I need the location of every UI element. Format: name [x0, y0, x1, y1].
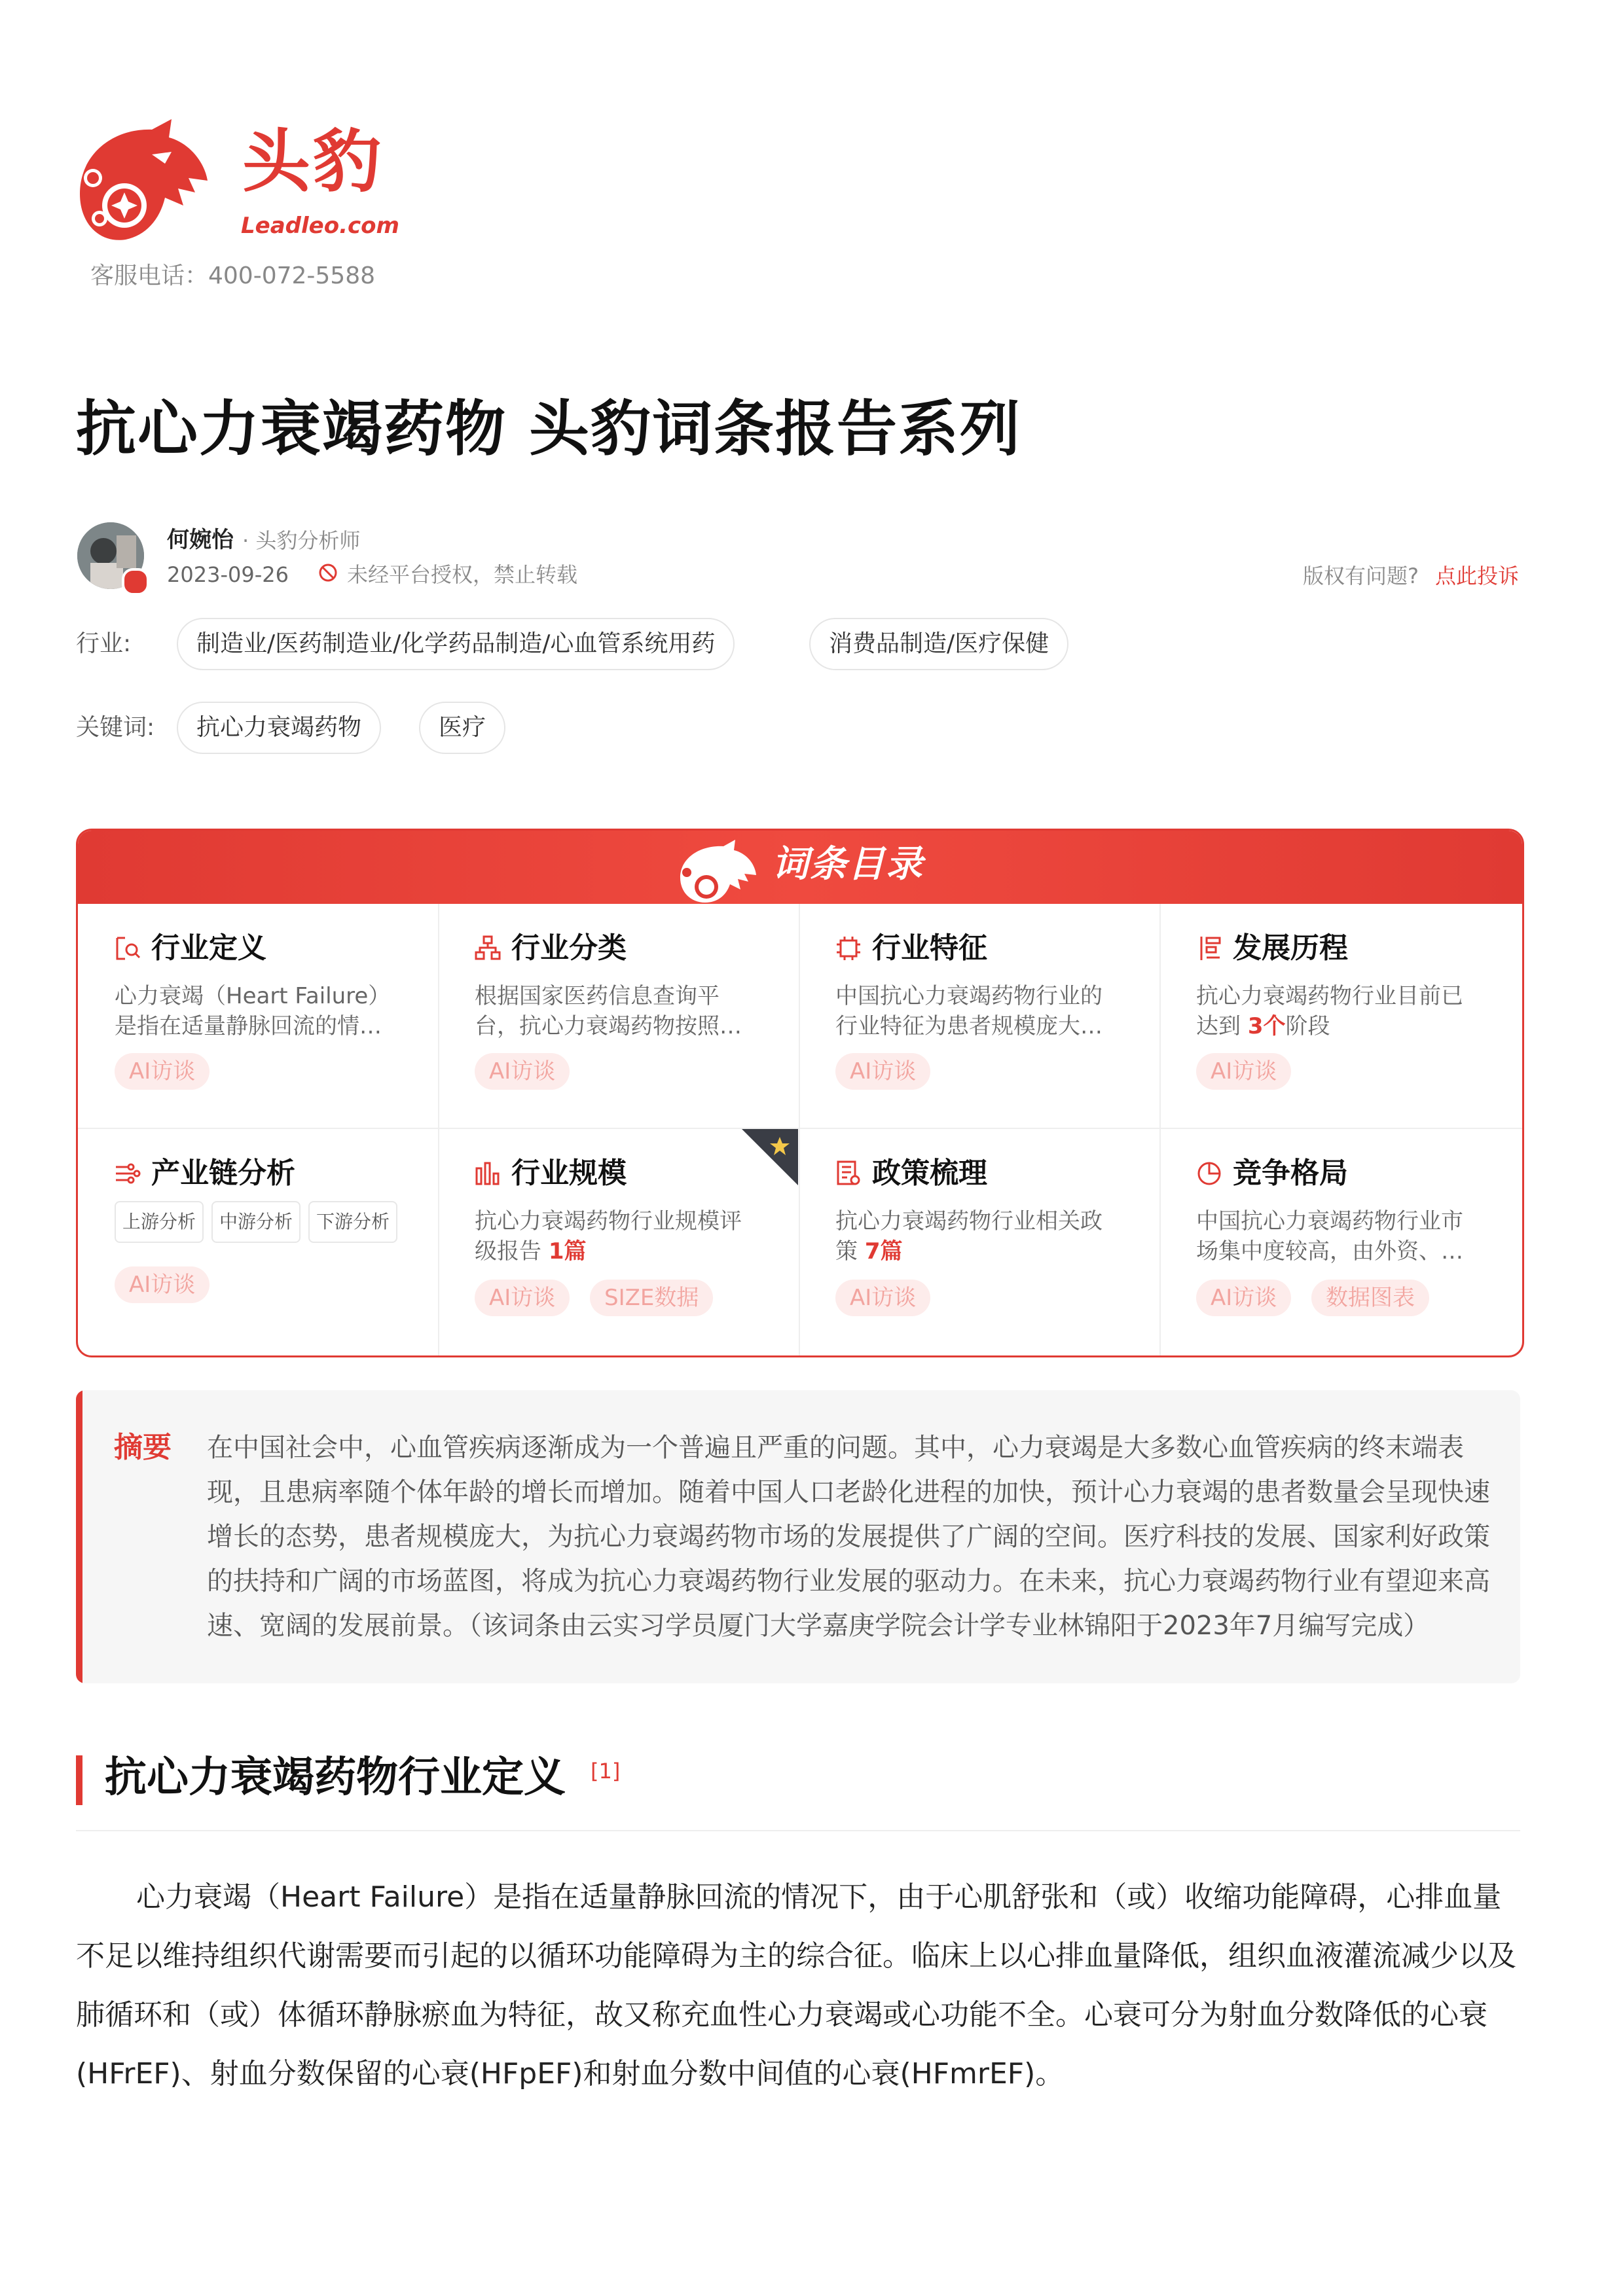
- toc-item-desc: 中国抗心力衰竭药物行业市场集中度较高，由外资、…: [1196, 1208, 1463, 1265]
- reference-link[interactable]: [1]: [591, 1759, 621, 1784]
- author-name[interactable]: 何婉怡: [167, 527, 234, 553]
- industry-tag[interactable]: 消费品制造/医疗保健: [809, 618, 1068, 670]
- definition-paragraph: 心力衰竭（Heart Failure）是指在适量静脉回流的情况下，由于心肌舒张和（或）收缩功能障碍，心排血量不足以维持组织代谢需要而引起的以循环功能障碍为主的综合征。临床上以心排血量降低，组织血液灌流减少以及肺循环和（或）体循环静脉瘀血为特征，故又称充血性心力衰竭或心功能不全。心衰可分为射血分数降低的心衰(HFrEF)、射血分数保留的心衰(HFpEF)和射血分数中间值的心衰(HFmrEF)。: [76, 1880, 1516, 2090]
- ai-interview-pill[interactable]: AI访谈: [835, 1053, 930, 1090]
- toc-item-supply-chain[interactable]: [115, 1129, 475, 1355]
- repost-warning: 未经平台授权，禁止转载: [347, 562, 578, 587]
- logo-text-en: Leadleo.com: [241, 213, 399, 239]
- midstream-chip[interactable]: 中游分析: [211, 1201, 301, 1243]
- summary-accent-bar: [76, 1390, 82, 1683]
- toc-item-desc: [835, 1206, 1117, 1266]
- toc-item-heading: 行业分类: [511, 931, 627, 965]
- leadleo-logo-icon: [73, 115, 211, 246]
- toc-item-desc: 心力衰竭（Heart Failure）是指在适量静脉回流的情…: [115, 983, 391, 1039]
- section-accent-bar: [76, 1755, 82, 1805]
- ai-interview-pill[interactable]: AI访谈: [475, 1053, 570, 1090]
- desc-text: 抗心力衰竭药物行业目前已达到: [1196, 983, 1463, 1039]
- ai-interview-pill[interactable]: AI访谈: [835, 1280, 930, 1316]
- no-repost-icon: [318, 563, 338, 583]
- size-data-pill[interactable]: SIZE数据: [590, 1280, 713, 1316]
- keyword-label: 关键词:: [76, 714, 155, 741]
- customer-service-phone: 客服电话：400-072-5588: [90, 262, 376, 289]
- downstream-chip[interactable]: 下游分析: [308, 1201, 397, 1243]
- author-verified-badge-icon: [122, 568, 149, 596]
- section-title: 抗心力衰竭药物行业定义: [105, 1753, 566, 1802]
- keyword-tag[interactable]: 医疗: [419, 702, 505, 754]
- toc-item-desc: [1196, 981, 1478, 1041]
- report-title: 抗心力衰竭药物 头豹词条报告系列: [76, 394, 1022, 464]
- toc-leopard-icon: [674, 838, 759, 904]
- toc-item-heading: 政策梳理: [872, 1157, 987, 1190]
- toc-item-heading: 行业规模: [511, 1157, 627, 1190]
- logo-text-cn: 头豹: [242, 122, 384, 202]
- summary-text: 在中国社会中，心血管疾病逐渐成为一个普遍且严重的问题。其中，心力衰竭是大多数心血管疾病的终末端表现，且患病率随个体年龄的增长而增加。随着中国人口老龄化进程的加快，预计心力衰竭的患者数量会呈现快速增长的态势，患者规模庞大，为抗心力衰竭药物市场的发展提供了广阔的空间。医疗科技的发展、国家利好政策的扶持和广阔的市场蓝图，将成为抗心力衰竭药物行业发展的驱动力。在未来，抗心力衰竭药物行业有望迎来高速、宽阔的发展前景。（该词条由云实习学员厦门大学嘉庚学院会计学专业林锦阳于2023年7月编写完成）: [207, 1433, 1490, 1641]
- timeline-icon: [1196, 935, 1222, 961]
- section-divider: [76, 1830, 1520, 1831]
- keyword-tag[interactable]: 抗心力衰竭药物: [177, 702, 381, 754]
- toc-item-heading: 竞争格局: [1233, 1157, 1348, 1190]
- industry-label: 行业:: [76, 630, 132, 657]
- ai-interview-pill[interactable]: AI访谈: [115, 1053, 210, 1090]
- ai-interview-pill[interactable]: AI访谈: [475, 1280, 570, 1316]
- upstream-chip[interactable]: 上游分析: [115, 1201, 204, 1243]
- policy-doc-icon: [835, 1160, 862, 1187]
- toc-item-definition[interactable]: [115, 904, 475, 1126]
- summary-label: 摘要: [114, 1431, 172, 1464]
- toc-item-heading: 产业链分析: [151, 1157, 295, 1190]
- desc-text: 抗心力衰竭药物行业规模评级报告: [475, 1208, 742, 1265]
- data-chart-pill[interactable]: 数据图表: [1311, 1280, 1429, 1316]
- report-count: 1篇: [548, 1238, 587, 1265]
- toc-item-competition[interactable]: [1196, 1129, 1524, 1355]
- complaint-link[interactable]: 点此投诉: [1435, 564, 1520, 588]
- summary-box: [76, 1390, 1520, 1683]
- hierarchy-icon: [475, 935, 501, 961]
- toc-item-desc: 根据国家医药信息查询平台，抗心力衰竭药物按照…: [475, 983, 742, 1039]
- toc-item-policy[interactable]: [835, 1129, 1195, 1355]
- toc-item-heading: 发展历程: [1233, 931, 1348, 965]
- toc-item-heading: 行业特征: [872, 931, 987, 965]
- toc-title: 词条目录: [772, 843, 924, 886]
- stage-count: 3个: [1247, 1013, 1286, 1039]
- star-corner-badge-icon: [742, 1129, 798, 1185]
- ai-interview-pill[interactable]: AI访谈: [115, 1266, 210, 1303]
- chip-icon: [835, 935, 862, 961]
- toc-item-desc: 中国抗心力衰竭药物行业的行业特征为患者规模庞大…: [835, 983, 1103, 1039]
- toc-item-desc: [475, 1206, 756, 1266]
- ai-interview-pill[interactable]: AI访谈: [1196, 1053, 1291, 1090]
- copyright-question: 版权有问题?: [1303, 564, 1419, 588]
- flow-icon: [115, 1160, 141, 1187]
- desc-text: 抗心力衰竭药物行业相关政策: [835, 1208, 1103, 1265]
- publish-date: 2023-09-26: [167, 562, 289, 587]
- toc-item-history[interactable]: [1196, 904, 1524, 1126]
- magnifier-doc-icon: [115, 935, 141, 961]
- policy-count: 7篇: [864, 1238, 903, 1265]
- industry-tag[interactable]: 制造业/医药制造业/化学药品制造/心血管系统用药: [177, 618, 735, 670]
- bar-chart-icon: [475, 1160, 501, 1187]
- toc-item-features[interactable]: [835, 904, 1195, 1126]
- author-role: · 头豹分析师: [242, 528, 361, 553]
- toc-item-classification[interactable]: [475, 904, 835, 1126]
- ai-interview-pill[interactable]: AI访谈: [1196, 1280, 1291, 1316]
- desc-text: 阶段: [1285, 1013, 1330, 1039]
- toc-item-heading: 行业定义: [151, 931, 266, 965]
- toc-panel: [76, 829, 1524, 1357]
- pie-chart-icon: [1196, 1160, 1222, 1187]
